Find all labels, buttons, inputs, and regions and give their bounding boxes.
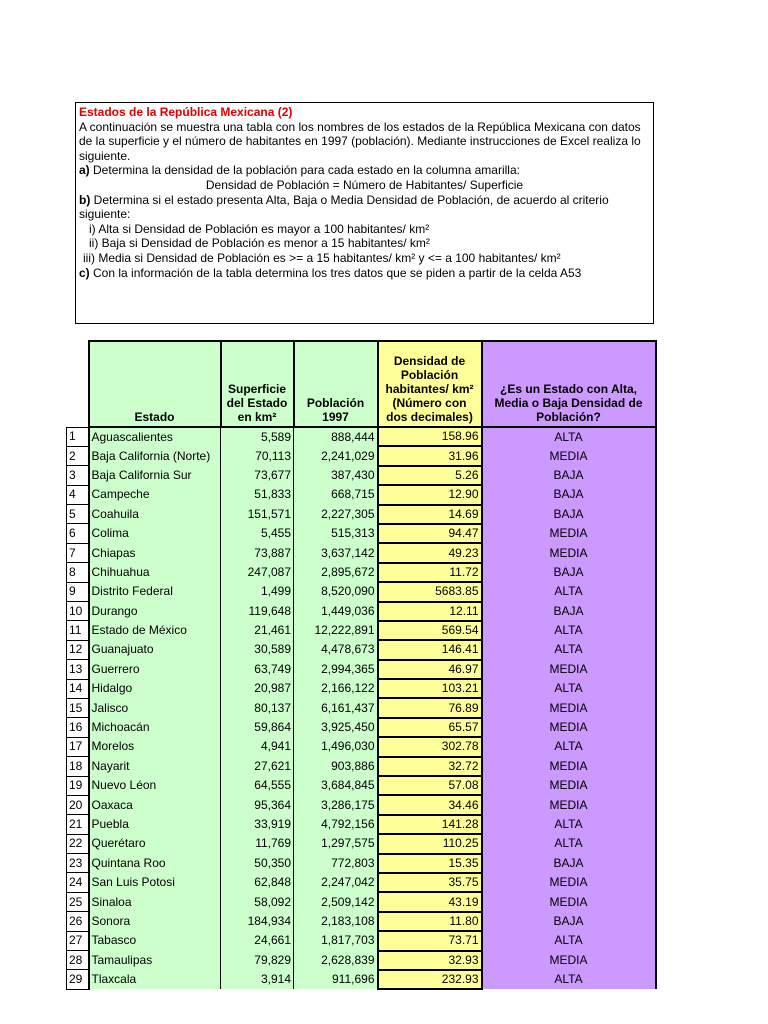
cell-categoria[interactable]: BAJA <box>482 854 656 873</box>
row-number[interactable]: 16 <box>67 718 89 737</box>
cell-poblacion[interactable]: 4,792,156 <box>294 815 378 834</box>
table-row <box>67 660 656 679</box>
row-number[interactable]: 22 <box>67 834 89 853</box>
cell-superficie[interactable]: 119,648 <box>221 602 294 621</box>
cell-estado[interactable]: Hidalgo <box>89 679 221 698</box>
instruction-b <box>79 193 650 222</box>
instruction-a <box>79 163 650 178</box>
cell-estado[interactable]: Puebla <box>89 815 221 834</box>
row-number[interactable]: 1 <box>67 427 89 446</box>
table-row <box>67 698 656 717</box>
cell-poblacion[interactable]: 2,509,142 <box>294 892 378 911</box>
cell-categoria[interactable]: BAJA <box>482 485 656 504</box>
cell-categoria[interactable]: MEDIA <box>482 776 656 795</box>
cell-densidad[interactable]: 76.89 <box>378 698 482 717</box>
cell-estado[interactable]: Chihuahua <box>89 563 221 582</box>
cell-poblacion[interactable]: 2,247,042 <box>294 873 378 892</box>
row-number[interactable]: 3 <box>67 466 89 485</box>
row-number[interactable]: 10 <box>67 602 89 621</box>
cell-densidad[interactable]: 5.26 <box>378 466 482 485</box>
cell-estado[interactable]: Estado de México <box>89 621 221 640</box>
cell-estado[interactable]: Sinaloa <box>89 892 221 911</box>
cell-categoria[interactable]: ALTA <box>482 737 656 756</box>
cell-densidad[interactable]: 569.54 <box>378 621 482 640</box>
cell-categoria[interactable]: BAJA <box>482 466 656 485</box>
table-row <box>67 854 656 873</box>
row-number[interactable]: 17 <box>67 737 89 756</box>
table-row <box>67 737 656 756</box>
cell-superficie[interactable]: 1,499 <box>221 582 294 601</box>
cell-estado[interactable]: Campeche <box>89 485 221 504</box>
row-number[interactable]: 5 <box>67 505 89 524</box>
cell-superficie[interactable]: 4,941 <box>221 737 294 756</box>
cell-superficie[interactable]: 151,571 <box>221 505 294 524</box>
cell-densidad[interactable]: 94.47 <box>378 524 482 543</box>
instruction-b-text: Determina si el estado presenta Alta, Baja o Media Densidad de Población, de acuerdo al criterio siguiente: <box>79 192 609 222</box>
row-number[interactable]: 8 <box>67 563 89 582</box>
cell-densidad[interactable]: 32.72 <box>378 757 482 776</box>
cell-categoria[interactable]: ALTA <box>482 931 656 950</box>
table-row <box>67 815 656 834</box>
cell-densidad[interactable]: 35.75 <box>378 873 482 892</box>
row-number[interactable]: 15 <box>67 698 89 717</box>
cell-poblacion[interactable]: 911,696 <box>294 970 378 989</box>
cell-categoria[interactable]: ALTA <box>482 427 656 446</box>
cell-categoria[interactable]: MEDIA <box>482 660 656 679</box>
cell-superficie[interactable]: 184,934 <box>221 912 294 931</box>
cell-categoria[interactable]: BAJA <box>482 563 656 582</box>
instruction-a-label: a) <box>79 163 90 178</box>
cell-densidad[interactable]: 43.19 <box>378 892 482 911</box>
cell-categoria[interactable]: MEDIA <box>482 718 656 737</box>
cell-densidad[interactable]: 11.72 <box>378 563 482 582</box>
cell-estado[interactable]: San Luis Potosi <box>89 873 221 892</box>
cell-categoria[interactable]: BAJA <box>482 912 656 931</box>
cell-poblacion[interactable]: 387,430 <box>294 466 378 485</box>
header-superficie[interactable]: Superficie del Estado en km² <box>221 341 294 427</box>
cell-densidad[interactable]: 34.46 <box>378 795 482 814</box>
table-row <box>67 912 656 931</box>
cell-superficie[interactable]: 59,864 <box>221 718 294 737</box>
cell-categoria[interactable]: ALTA <box>482 621 656 640</box>
instructions-title: Estados de la República Mexicana (2) <box>79 105 293 119</box>
cell-estado[interactable]: Distrito Federal <box>89 582 221 601</box>
row-number[interactable]: 6 <box>67 524 89 543</box>
cell-poblacion[interactable]: 903,886 <box>294 757 378 776</box>
cell-densidad[interactable]: 14.69 <box>378 505 482 524</box>
cell-categoria[interactable]: MEDIA <box>482 757 656 776</box>
cell-estado[interactable]: Guerrero <box>89 660 221 679</box>
cell-superficie[interactable]: 247,087 <box>221 563 294 582</box>
cell-categoria[interactable]: BAJA <box>482 602 656 621</box>
cell-poblacion[interactable]: 668,715 <box>294 485 378 504</box>
cell-densidad[interactable]: 146.41 <box>378 640 482 659</box>
cell-densidad[interactable]: 158.96 <box>378 427 482 446</box>
row-number[interactable]: 20 <box>67 795 89 814</box>
table-row <box>67 640 656 659</box>
cell-superficie[interactable]: 73,677 <box>221 466 294 485</box>
row-number[interactable]: 9 <box>67 582 89 601</box>
row-number[interactable]: 7 <box>67 543 89 562</box>
cell-superficie[interactable]: 33,919 <box>221 815 294 834</box>
cell-estado[interactable]: Querétaro <box>89 834 221 853</box>
row-number[interactable]: 19 <box>67 776 89 795</box>
cell-densidad[interactable]: 11.80 <box>378 912 482 931</box>
cell-densidad[interactable]: 32.93 <box>378 951 482 970</box>
cell-estado[interactable]: Colima <box>89 524 221 543</box>
table-row <box>67 466 656 485</box>
cell-estado[interactable]: Baja California (Norte) <box>89 446 221 465</box>
cell-poblacion[interactable]: 4,478,673 <box>294 640 378 659</box>
cell-categoria[interactable]: MEDIA <box>482 892 656 911</box>
cell-estado[interactable]: Baja California Sur <box>89 466 221 485</box>
cell-poblacion[interactable]: 3,925,450 <box>294 718 378 737</box>
cell-superficie[interactable]: 21,461 <box>221 621 294 640</box>
cell-estado[interactable]: Jalisco <box>89 698 221 717</box>
cell-densidad[interactable]: 31.96 <box>378 446 482 465</box>
cell-categoria[interactable]: MEDIA <box>482 446 656 465</box>
cell-categoria[interactable]: MEDIA <box>482 698 656 717</box>
cell-estado[interactable]: Nayarit <box>89 757 221 776</box>
table-row <box>67 621 656 640</box>
cell-densidad[interactable]: 12.11 <box>378 602 482 621</box>
row-number[interactable]: 23 <box>67 854 89 873</box>
cell-densidad[interactable]: 12.90 <box>378 485 482 504</box>
row-number[interactable]: 13 <box>67 660 89 679</box>
cell-estado[interactable]: Quintana Roo <box>89 854 221 873</box>
cell-categoria[interactable]: ALTA <box>482 582 656 601</box>
cell-superficie[interactable]: 70,113 <box>221 446 294 465</box>
cell-superficie[interactable]: 64,555 <box>221 776 294 795</box>
cell-poblacion[interactable]: 2,227,305 <box>294 505 378 524</box>
cell-superficie[interactable]: 58,092 <box>221 892 294 911</box>
cell-poblacion[interactable]: 12,222,891 <box>294 621 378 640</box>
cell-estado[interactable]: Oaxaca <box>89 795 221 814</box>
cell-superficie[interactable]: 50,350 <box>221 854 294 873</box>
table-row <box>67 795 656 814</box>
cell-categoria[interactable]: ALTA <box>482 815 656 834</box>
cell-superficie[interactable]: 11,769 <box>221 834 294 853</box>
table-row <box>67 485 656 504</box>
row-number[interactable]: 4 <box>67 485 89 504</box>
header-densidad[interactable]: Densidad de Población habitantes/ km² (Número con dos decimales) <box>378 341 482 427</box>
row-number[interactable]: 25 <box>67 892 89 911</box>
cell-densidad[interactable]: 15.35 <box>378 854 482 873</box>
cell-superficie[interactable]: 5,589 <box>221 427 294 446</box>
instructions-box <box>75 102 654 324</box>
criterion-alta: i) Alta si Densidad de Población es mayor a 100 habitantes/ km² <box>89 221 430 236</box>
table-row <box>67 951 656 970</box>
cell-estado[interactable]: Durango <box>89 602 221 621</box>
cell-poblacion[interactable]: 2,241,029 <box>294 446 378 465</box>
table-row <box>67 757 656 776</box>
cell-poblacion[interactable]: 2,994,365 <box>294 660 378 679</box>
cell-estado[interactable]: Sonora <box>89 912 221 931</box>
table-row <box>67 582 656 601</box>
cell-estado[interactable]: Morelos <box>89 737 221 756</box>
row-number[interactable]: 26 <box>67 912 89 931</box>
cell-poblacion[interactable]: 772,803 <box>294 854 378 873</box>
cell-poblacion[interactable]: 3,684,845 <box>294 776 378 795</box>
table-row <box>67 834 656 853</box>
header-categoria[interactable]: ¿Es un Estado con Alta, Media o Baja Densidad de Población? <box>482 341 656 427</box>
criterion-media: iii) Media si Densidad de Población es >= a 15 habitantes/ km² y <= a 100 habitantes/ km² <box>83 250 561 265</box>
instruction-c-text: Con la información de la tabla determina los tres datos que se piden a partir de la celda A53 <box>93 265 582 280</box>
cell-poblacion[interactable]: 2,895,672 <box>294 563 378 582</box>
cell-poblacion[interactable]: 3,637,142 <box>294 543 378 562</box>
cell-superficie[interactable]: 51,833 <box>221 485 294 504</box>
table-row <box>67 892 656 911</box>
table-row <box>67 505 656 524</box>
cell-estado[interactable]: Michoacán <box>89 718 221 737</box>
cell-densidad[interactable]: 49.23 <box>378 543 482 562</box>
cell-poblacion[interactable]: 3,286,175 <box>294 795 378 814</box>
table-row <box>67 543 656 562</box>
header-poblacion[interactable]: Población 1997 <box>294 341 378 427</box>
row-number[interactable]: 12 <box>67 640 89 659</box>
cell-estado[interactable]: Coahuila <box>89 505 221 524</box>
cell-categoria[interactable]: MEDIA <box>482 873 656 892</box>
cell-superficie[interactable]: 20,987 <box>221 679 294 698</box>
cell-estado[interactable]: Tabasco <box>89 931 221 950</box>
cell-densidad[interactable]: 232.93 <box>378 970 482 989</box>
cell-estado[interactable]: Guanajuato <box>89 640 221 659</box>
cell-poblacion[interactable]: 1,496,030 <box>294 737 378 756</box>
cell-superficie[interactable]: 3,914 <box>221 970 294 989</box>
cell-categoria[interactable]: ALTA <box>482 834 656 853</box>
cell-poblacion[interactable]: 8,520,090 <box>294 582 378 601</box>
row-number[interactable]: 18 <box>67 757 89 776</box>
header-estado[interactable]: Estado <box>89 341 221 427</box>
cell-estado[interactable]: Tamaulipas <box>89 951 221 970</box>
cell-densidad[interactable]: 103.21 <box>378 679 482 698</box>
cell-poblacion[interactable]: 888,444 <box>294 427 378 446</box>
table-row <box>67 427 656 446</box>
cell-densidad[interactable]: 57.08 <box>378 776 482 795</box>
cell-categoria[interactable]: MEDIA <box>482 951 656 970</box>
table-row <box>67 776 656 795</box>
cell-superficie[interactable]: 24,661 <box>221 931 294 950</box>
cell-poblacion[interactable]: 1,817,703 <box>294 931 378 950</box>
instruction-b-label: b) <box>79 192 91 207</box>
cell-categoria[interactable]: ALTA <box>482 970 656 989</box>
cell-densidad[interactable]: 141.28 <box>378 815 482 834</box>
cell-densidad[interactable]: 65.57 <box>378 718 482 737</box>
row-number[interactable]: 14 <box>67 679 89 698</box>
row-number[interactable]: 2 <box>67 446 89 465</box>
table-row <box>67 718 656 737</box>
cell-categoria[interactable]: MEDIA <box>482 795 656 814</box>
table-row <box>67 563 656 582</box>
criterion-baja: ii) Baja si Densidad de Población es menor a 15 habitantes/ km² <box>89 236 430 251</box>
cell-poblacion[interactable]: 1,297,575 <box>294 834 378 853</box>
cell-densidad[interactable]: 5683.85 <box>378 582 482 601</box>
table-body <box>67 427 656 989</box>
cell-categoria[interactable]: MEDIA <box>482 524 656 543</box>
table-row <box>67 873 656 892</box>
cell-densidad[interactable]: 73.71 <box>378 931 482 950</box>
table-header-row <box>67 341 656 427</box>
cell-categoria[interactable]: MEDIA <box>482 543 656 562</box>
states-table <box>66 340 657 990</box>
cell-poblacion[interactable]: 2,628,839 <box>294 951 378 970</box>
row-number[interactable]: 29 <box>67 970 89 989</box>
cell-densidad[interactable]: 110.25 <box>378 834 482 853</box>
cell-categoria[interactable]: ALTA <box>482 640 656 659</box>
cell-estado[interactable]: Tlaxcala <box>89 970 221 989</box>
table-row <box>67 931 656 950</box>
cell-estado[interactable]: Aguascalientes <box>89 427 221 446</box>
cell-estado[interactable]: Nuevo Léon <box>89 776 221 795</box>
instruction-c-label: c) <box>79 265 90 280</box>
cell-poblacion[interactable]: 515,313 <box>294 524 378 543</box>
cell-superficie[interactable]: 79,829 <box>221 951 294 970</box>
row-number[interactable]: 24 <box>67 873 89 892</box>
instruction-c <box>79 266 650 281</box>
cell-poblacion[interactable]: 2,183,108 <box>294 912 378 931</box>
cell-poblacion[interactable]: 6,161,437 <box>294 698 378 717</box>
cell-superficie[interactable]: 5,455 <box>221 524 294 543</box>
table-row <box>67 524 656 543</box>
cell-categoria[interactable]: BAJA <box>482 505 656 524</box>
cell-superficie[interactable]: 63,749 <box>221 660 294 679</box>
row-number-header <box>67 341 89 427</box>
table-row <box>67 602 656 621</box>
cell-poblacion[interactable]: 1,449,036 <box>294 602 378 621</box>
density-formula: Densidad de Población = Número de Habitantes/ Superficie <box>205 177 524 192</box>
cell-superficie[interactable]: 30,589 <box>221 640 294 659</box>
cell-superficie[interactable]: 62,848 <box>221 873 294 892</box>
instruction-a-text: Determina la densidad de la población para cada estado en la columna amarilla: <box>93 163 520 178</box>
row-number[interactable]: 21 <box>67 815 89 834</box>
instructions-intro: A continuación se muestra una tabla con los nombres de los estados de la República Mexicana con datos de la superficie y el número de habitantes en 1997 (población). Mediante instrucciones de Excel realiza lo siguiente. <box>79 119 641 163</box>
row-number[interactable]: 27 <box>67 931 89 950</box>
cell-densidad[interactable]: 46.97 <box>378 660 482 679</box>
row-number[interactable]: 28 <box>67 951 89 970</box>
table-row <box>67 970 656 989</box>
table-row <box>67 446 656 465</box>
cell-categoria[interactable]: ALTA <box>482 679 656 698</box>
cell-superficie[interactable]: 80,137 <box>221 698 294 717</box>
table-row <box>67 679 656 698</box>
row-number[interactable]: 11 <box>67 621 89 640</box>
cell-densidad[interactable]: 302.78 <box>378 737 482 756</box>
cell-superficie[interactable]: 27,621 <box>221 757 294 776</box>
cell-estado[interactable]: Chiapas <box>89 543 221 562</box>
cell-poblacion[interactable]: 2,166,122 <box>294 679 378 698</box>
cell-superficie[interactable]: 73,887 <box>221 543 294 562</box>
cell-superficie[interactable]: 95,364 <box>221 795 294 814</box>
